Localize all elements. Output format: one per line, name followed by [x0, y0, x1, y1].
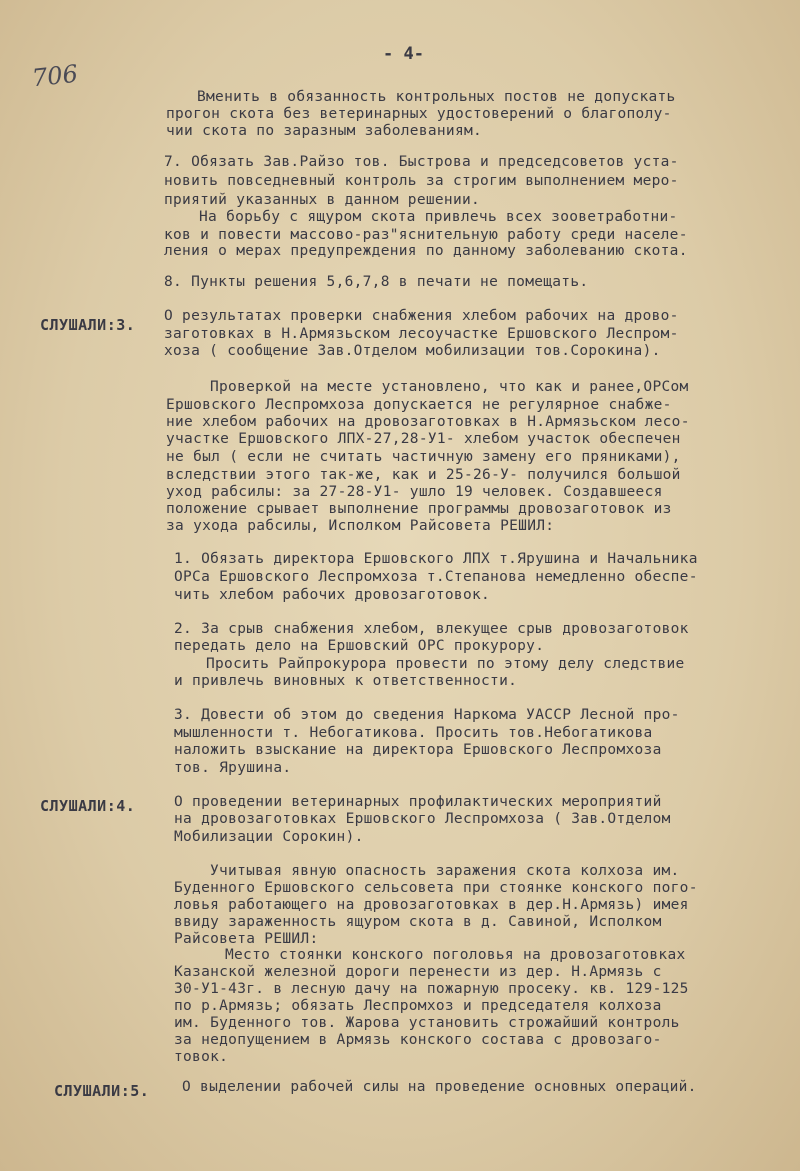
text-line: заготовках в Н.Армязьском лесоучастке Ершовского Леспром- — [164, 326, 679, 342]
text-line: ние хлебом рабочих на дровозаготовках в Н.Армязьском лесо- — [166, 414, 690, 430]
heard-label-4: СЛУШАЛИ:4. — [40, 797, 136, 815]
text-line: Буденного Ершовского сельсовета при стоянке конского пого- — [174, 880, 698, 896]
heard-label-3: СЛУШАЛИ:3. — [40, 316, 136, 334]
text-line: чии скота по заразным заболеваниям. — [166, 123, 483, 139]
text-line: наложить взыскание на директора Ершовского Леспромхоза — [174, 742, 662, 758]
text-line: Просить Райпрокурора провести по этому делу следствие — [206, 656, 685, 672]
text-line: по р.Армязь; обязать Леспромхоз и председателя колхоза — [174, 998, 662, 1014]
text-line: за ухода рабсилы, Исполком Райсовета РЕШИЛ: — [166, 518, 555, 534]
text-line: и привлечь виновных к ответственности. — [174, 673, 518, 689]
text-line: ков и повести массово-раз"яснительную работу среди населе- — [164, 227, 688, 243]
text-line: 1. Обязать директора Ершовского ЛПХ т.Ярушина и Начальника — [174, 551, 698, 567]
text-line: 8. Пункты решения 5,6,7,8 в печати не помещать. — [164, 274, 589, 290]
text-line: участке Ершовского ЛПХ-27,28-У1- хлебом участок обеспечен — [166, 431, 681, 447]
text-line: 7. Обязать Зав.Райзо тов. Быстрова и председсоветов уста- — [164, 154, 679, 170]
text-line: не был ( если не считать частичную замену его пряниками), — [166, 449, 681, 465]
text-line: ловья работающего на дровозаготовках в дер.Н.Армязь) имея — [174, 897, 689, 913]
text-line: чить хлебом рабочих дровозаготовок. — [174, 587, 491, 603]
text-line: новить повседневный контроль за строгим выполнением меро- — [164, 173, 679, 189]
text-line: хоза ( сообщение Зав.Отделом мобилизации тов.Сорокина). — [164, 343, 661, 359]
text-line: положение срывает выполнение программы дровозаготовок из — [166, 501, 672, 517]
text-line: им. Буденного тов. Жарова установить строжайший контроль — [174, 1015, 680, 1031]
text-line: 2. За срыв снабжения хлебом, влекущее срыв дровозаготовок — [174, 621, 689, 637]
page-number: - 4- — [383, 44, 424, 64]
text-line: ления о мерах предупреждения по данному заболеванию скота. — [164, 243, 688, 259]
text-line: приятий указанных в данном решении. — [164, 192, 481, 208]
text-line: мышленности т. Небогатикова. Просить тов.Небогатикова — [174, 725, 653, 741]
text-line: Казанской железной дороги перенести из дер. Н.Армязь с — [174, 964, 662, 980]
text-line: вследствии этого так-же, как и 25-26-У- получился большой — [166, 467, 681, 483]
text-line: ОРСа Ершовского Леспромхоза т.Степанова немедленно обеспе- — [174, 569, 698, 585]
text-line: О выделении рабочей силы на проведение основных операций. — [182, 1079, 697, 1095]
text-line: Мобилизации Сорокин). — [174, 829, 364, 845]
text-line: за недопущением в Армязь конского состава с дровозаго- — [174, 1032, 662, 1048]
text-line: Ершовского Леспромхоза допускается не регулярное снабже- — [166, 397, 672, 413]
text-line: прогон скота без ветеринарных удостоверений о благополу- — [166, 106, 672, 122]
text-line: Райсовета РЕШИЛ: — [174, 931, 319, 947]
text-line: уход рабсилы: за 27-28-У1- ушло 19 человек. Создавшееся — [166, 484, 663, 500]
text-line: товок. — [174, 1049, 229, 1065]
text-line: О результатах проверки снабжения хлебом рабочих на дрово- — [164, 308, 679, 324]
text-line: Место стоянки конского поголовья на дровозаготовках — [225, 947, 686, 963]
text-line: 30-У1-43г. в лесную дачу на пожарную просеку. кв. 129-125 — [174, 981, 689, 997]
text-line: на дровозаготовках Ершовского Леспромхоза ( Зав.Отделом — [174, 811, 671, 827]
text-line: ввиду зараженность ящуром скота в д. Савиной, Исполком — [174, 914, 662, 930]
handwritten-archive-number: 706 — [30, 59, 80, 93]
text-line: 3. Довести об этом до сведения Наркома УАССР Лесной про- — [174, 707, 680, 723]
text-line: передать дело на Ершовский ОРС прокурору. — [174, 638, 545, 654]
text-line: Проверкой на месте установлено, что как и ранее,ОРСом — [210, 379, 689, 395]
heard-label-5: СЛУШАЛИ:5. — [54, 1082, 150, 1100]
text-line: Учитывая явную опасность заражения скота колхоза им. — [210, 863, 680, 879]
text-line: тов. Ярушина. — [174, 760, 292, 776]
text-line: Вменить в обязанность контрольных постов не допускать — [197, 89, 676, 105]
text-line: О проведении ветеринарных профилактических мероприятий — [174, 794, 662, 810]
text-line: На борьбу с ящуром скота привлечь всех зооветработни- — [199, 209, 678, 225]
